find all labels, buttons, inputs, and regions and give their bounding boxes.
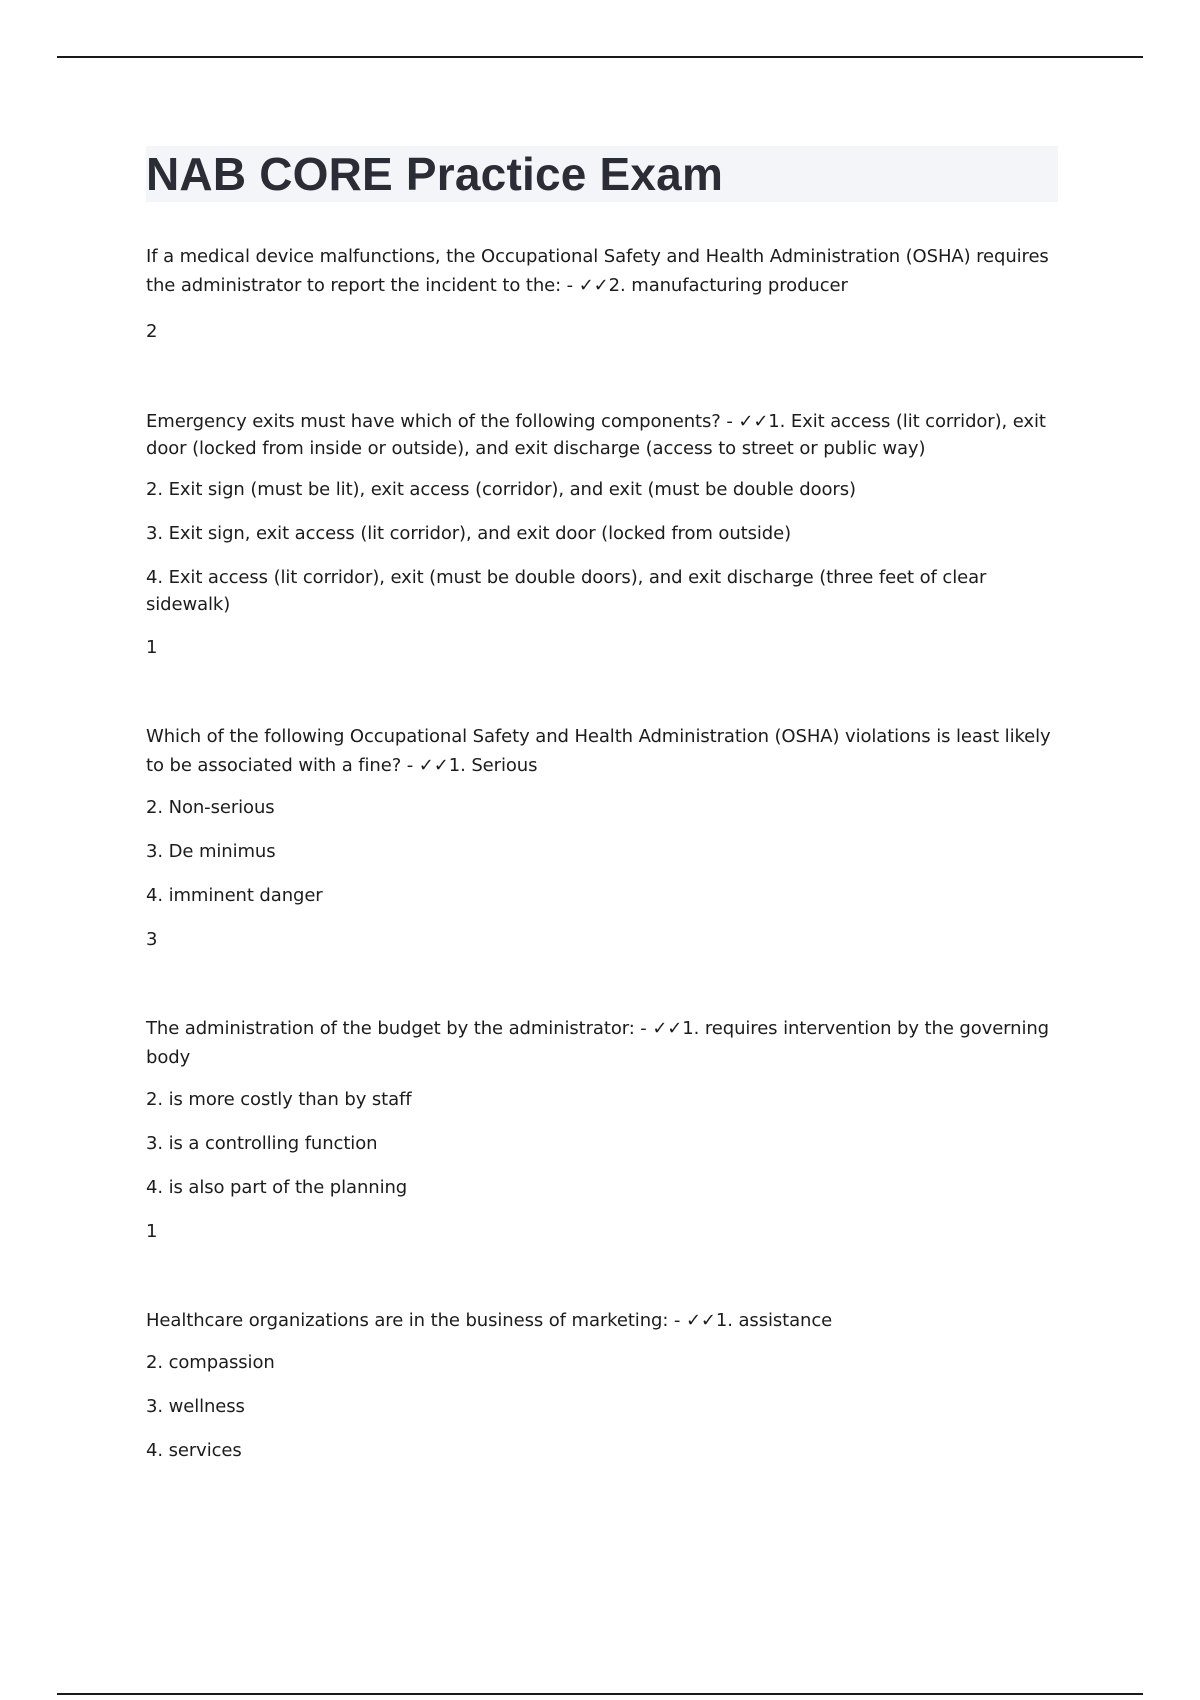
answer-option: 2. Exit sign (must be lit), exit access (corridor), and exit (must be double doors) [146, 479, 856, 500]
answer-option: 2. is more costly than by staff [146, 1089, 412, 1110]
page-title: NAB CORE Practice Exam [146, 148, 724, 200]
answer-option: 3. De minimus [146, 841, 276, 862]
question-text: The administration of the budget by the administrator: - ✓✓1. requires intervention by the governing body [146, 1018, 1050, 1068]
question-text: If a medical device malfunctions, the Occupational Safety and Health Administration (OSHA) requires the administrator to report the incident to the: - ✓✓2. manufacturing producer [146, 246, 1049, 296]
answer-option: 3. wellness [146, 1396, 245, 1417]
answer-option: 2. compassion [146, 1352, 275, 1373]
question-text: Healthcare organizations are in the business of marketing: - ✓✓1. assistance [146, 1310, 833, 1331]
question-text: Which of the following Occupational Safety and Health Administration (OSHA) violations is least likely to be associated with a fine? - ✓✓1. Serious [146, 726, 1051, 776]
answer-key: 1 [146, 637, 158, 658]
answer-option: 4. is also part of the planning [146, 1177, 408, 1198]
answer-key: 3 [146, 929, 158, 950]
answer-key: 2 [146, 321, 158, 342]
top-rule [57, 56, 1143, 58]
answer-option: 3. is a controlling function [146, 1133, 378, 1154]
qa-item-3 [146, 722, 1058, 954]
question-text: Emergency exits must have which of the following components? - ✓✓1. Exit access (lit corridor), exit door (locked from inside or outside), and exit discharge (access to street or public way) [146, 411, 1046, 459]
answer-key: 1 [146, 1221, 158, 1242]
title-band [146, 146, 1058, 202]
answer-option: 4. services [146, 1440, 242, 1461]
answer-option: 2. Non-serious [146, 797, 275, 818]
qa-item-1 [146, 242, 1058, 346]
qa-item-5 [146, 1306, 1058, 1465]
answer-option: 4. imminent danger [146, 885, 323, 906]
bottom-rule [57, 1693, 1143, 1695]
qa-item-4 [146, 1014, 1058, 1246]
qa-item-2 [146, 408, 1058, 662]
document-body [146, 146, 1058, 1509]
answer-option: 4. Exit access (lit corridor), exit (must be double doors), and exit discharge (three feet of clear sidewalk) [146, 567, 987, 615]
answer-option: 3. Exit sign, exit access (lit corridor), and exit door (locked from outside) [146, 523, 792, 544]
